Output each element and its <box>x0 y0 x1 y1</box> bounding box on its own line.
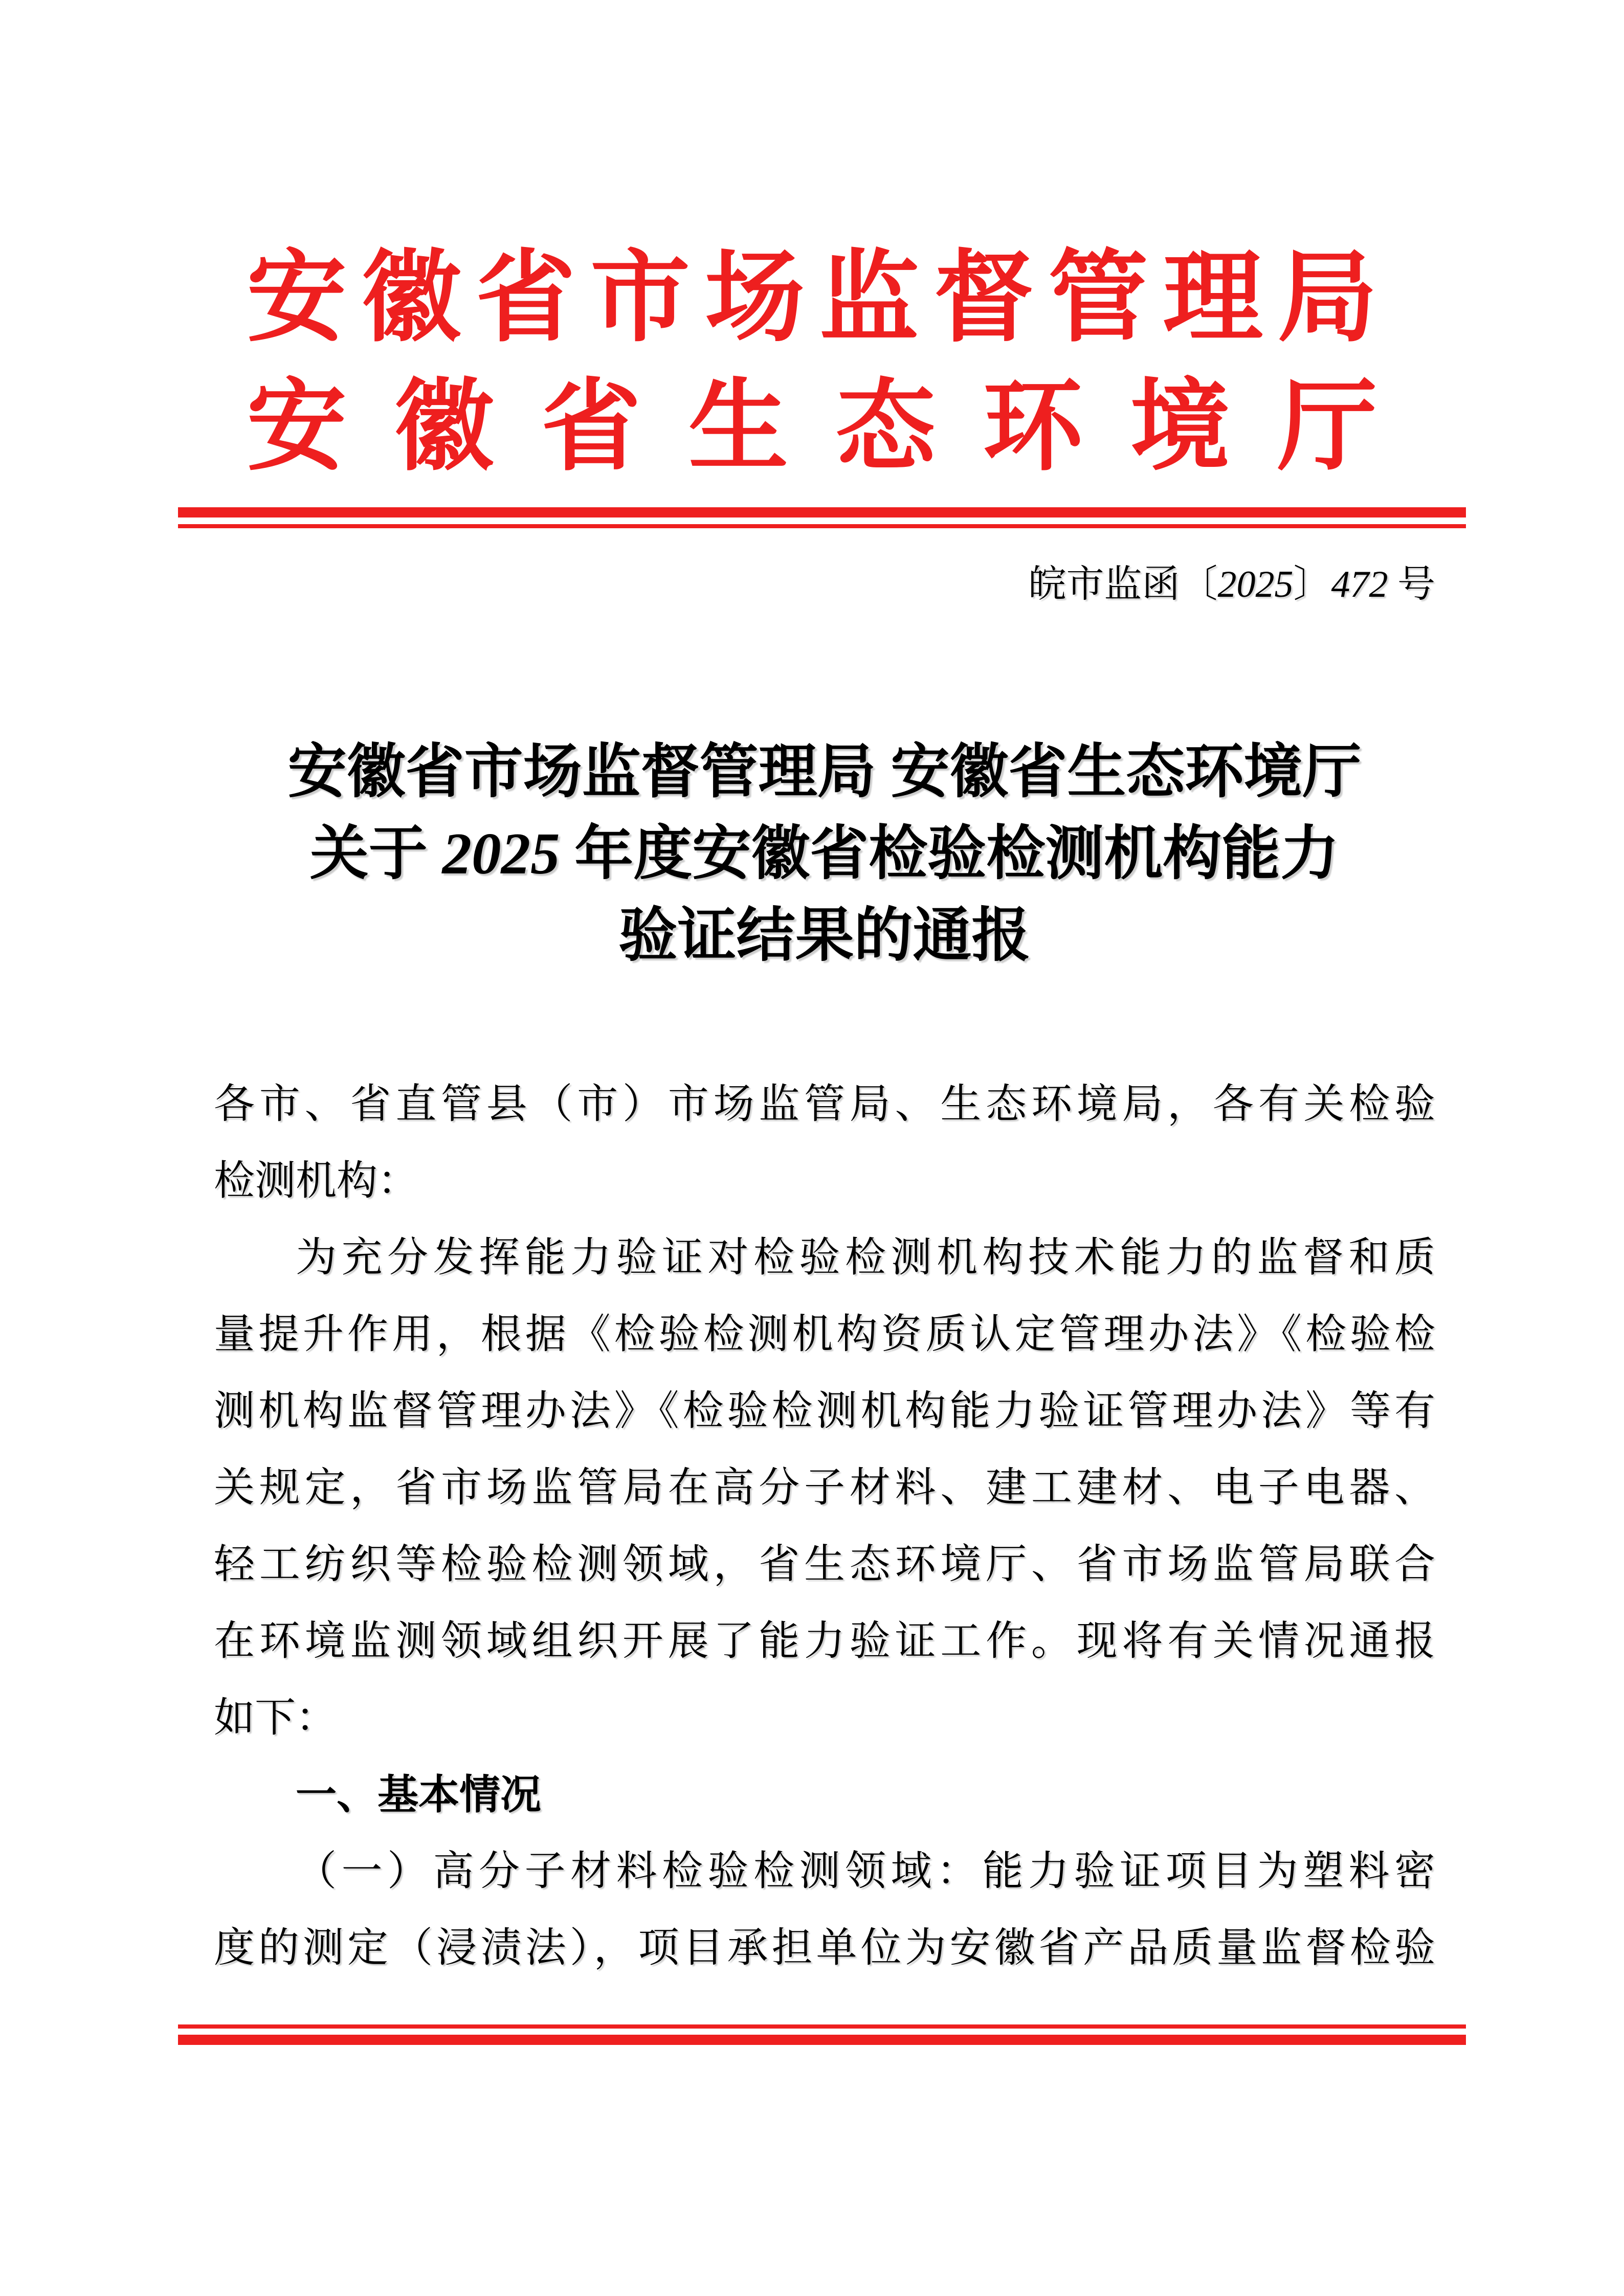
org-name-line-1: 安徽省市场监督管理局 <box>247 243 1377 354</box>
body-line: 测机构监督管理办法》《检验检测机构能力验证管理办法》等有 <box>214 1389 1435 1434</box>
body-line: 在环境监测领域组织开展了能力验证工作。现将有关情况通报 <box>214 1619 1435 1664</box>
section-heading-basic-info: 一、基本情况 <box>296 1772 541 1817</box>
body-line: （一）高分子材料检验检测领域：能力验证项目为塑料密 <box>296 1849 1435 1894</box>
header-rules <box>178 507 1466 528</box>
document-title <box>214 731 1435 977</box>
body-line: 量提升作用，根据《检验检测机构资质认定管理办法》《检验检 <box>214 1312 1435 1357</box>
title-line-3: 验证结果的通报 <box>618 903 1031 968</box>
title-line-2: 关于 2025 年度安徽省检验检测机构能力 <box>309 821 1340 886</box>
footer-rule-thick <box>178 2035 1466 2045</box>
title-line-1: 安徽省市场监督管理局 安徽省生态环境厅 <box>287 739 1362 804</box>
footer-rules <box>178 2024 1466 2045</box>
body-line: 轻工纺织等检验检测领域，省生态环境厅、省市场监管局联合 <box>214 1542 1435 1587</box>
body-line: 如下： <box>214 1696 337 1741</box>
header-rule-thick <box>178 507 1466 517</box>
body-line-addressees: 各市、省直管县（市）市场监管局、生态环境局，各有关检验 <box>214 1082 1435 1127</box>
body-line: 关规定，省市场监管局在高分子材料、建工建材、电子电器、 <box>214 1466 1435 1511</box>
letterhead <box>0 0 1624 492</box>
doc-number: 皖市监函〔2025〕472 号 <box>1028 564 1435 605</box>
body-line-addressees-cont: 检测机构： <box>214 1159 418 1204</box>
org-name-line-2: 安徽省生态环境厅 <box>247 372 1377 483</box>
document-body <box>214 1066 1435 1987</box>
body-line: 度的测定（浸渍法），项目承担单位为安徽省产品质量监督检验 <box>214 1926 1435 1971</box>
body-line: 为充分发挥能力验证对检验检测机构技术能力的监督和质 <box>296 1235 1435 1280</box>
header-rule-thin <box>178 524 1466 528</box>
footer-rule-thin <box>178 2024 1466 2029</box>
